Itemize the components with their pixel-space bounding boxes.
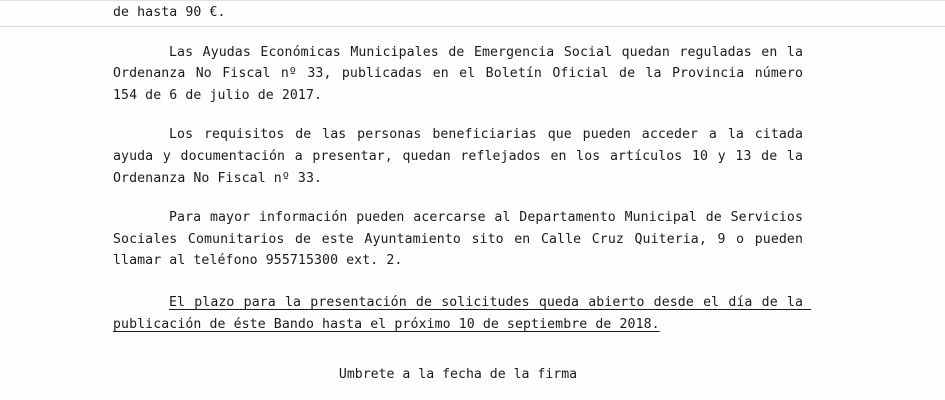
paragraph-requisitos: Los requisitos de las personas beneficiarias que pueden acceder a la citada ayuda y documentación a presentar, quedan reflejados en los artículos 10 y 13 de la Ordenanza No Fiscal nº 33. (113, 127, 812, 186)
document-text-body (113, 0, 812, 385)
signature-location-date: Umbrete a la fecha de la firma (338, 367, 578, 383)
paragraph-spacer (113, 24, 803, 42)
paragraph-ordenanza: Las Ayudas Económicas Municipales de Emergencia Social quedan reguladas en la Ordenanza No Fiscal nº 33, publicadas en el Boletín Oficial de la Provincia número 154 de 6 de julio de 2017. (113, 44, 812, 103)
paragraph-informacion: Para mayor información pueden acercarse al Departamento Municipal de Servicios Sociales Comunitarios de este Ayuntamiento sito en Calle Cruz Quiteria, 9 o pueden llamar al teléfono 955715300 ext. 2. (113, 210, 812, 269)
paragraph-plazo-solicitudes: El plazo para la presentación de solicitudes queda abierto desde el día de la publicación de éste Bando hasta el próximo 10 de septiembre de 2018. (113, 294, 812, 332)
paragraph-spacer (113, 189, 803, 207)
paragraph-spacer (113, 272, 803, 292)
paragraph-spacer (113, 106, 803, 124)
paragraph-fragment-top: de hasta 90 €. (113, 5, 226, 20)
